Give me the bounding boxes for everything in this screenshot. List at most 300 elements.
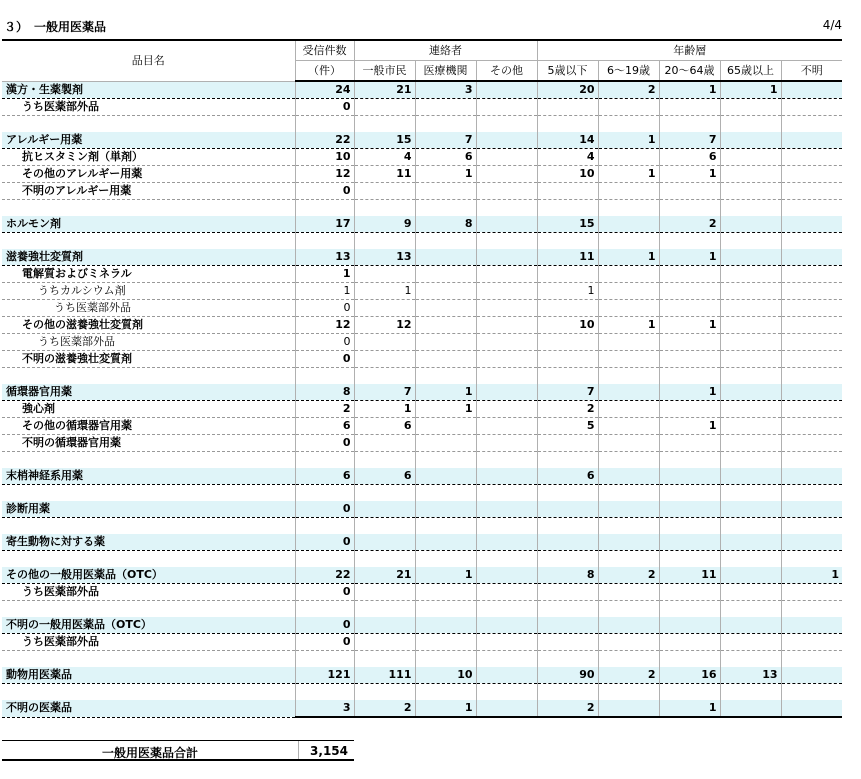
row-value (598, 368, 659, 385)
row-value: 12 (354, 317, 415, 334)
table-row (2, 567, 842, 584)
row-value (781, 249, 842, 266)
row-value (415, 249, 476, 266)
row-value: 1 (354, 401, 415, 418)
row-value (598, 634, 659, 651)
row-value (476, 317, 537, 334)
row-value: 7 (415, 132, 476, 149)
row-value (598, 149, 659, 166)
row-value (598, 452, 659, 469)
row-value (659, 551, 720, 568)
row-value: 10 (537, 166, 598, 183)
row-value (598, 384, 659, 401)
row-value (354, 501, 415, 518)
row-value (720, 468, 781, 485)
row-value (659, 351, 720, 368)
row-value (415, 651, 476, 668)
table-row (2, 700, 842, 717)
row-label: 不明の医薬品 (2, 700, 295, 717)
row-value (781, 317, 842, 334)
row-value (659, 684, 720, 701)
row-value (659, 116, 720, 133)
spacer-row (2, 116, 842, 133)
contact-header-other: その他 (476, 61, 537, 82)
row-label: うち医薬部外品 (2, 300, 295, 317)
row-value: 15 (537, 216, 598, 233)
row-value: 90 (537, 667, 598, 684)
row-label: 電解質およびミネラル (2, 266, 295, 283)
row-value (476, 266, 537, 283)
row-value: 0 (295, 634, 354, 651)
row-value (781, 684, 842, 701)
row-value (720, 300, 781, 317)
row-value (659, 368, 720, 385)
row-value (781, 601, 842, 618)
row-value (537, 485, 598, 502)
row-value (354, 452, 415, 469)
row-value: 1 (659, 384, 720, 401)
row-value: 8 (295, 384, 354, 401)
row-value (598, 617, 659, 634)
spacer-row (2, 551, 842, 568)
row-value: 1 (354, 283, 415, 300)
row-value (354, 485, 415, 502)
row-label: 末梢神経系用薬 (2, 468, 295, 485)
row-value (354, 651, 415, 668)
row-value (781, 651, 842, 668)
row-value (781, 584, 842, 601)
table-row (2, 384, 842, 401)
row-value (659, 300, 720, 317)
row-value (720, 567, 781, 584)
row-value (537, 99, 598, 116)
row-value (415, 418, 476, 435)
row-value (476, 334, 537, 351)
row-value: 2 (598, 567, 659, 584)
row-value: 6 (354, 468, 415, 485)
row-value (659, 99, 720, 116)
row-value (415, 317, 476, 334)
row-value: 1 (415, 166, 476, 183)
row-value: 20 (537, 81, 598, 99)
row-value (720, 584, 781, 601)
row-value (781, 468, 842, 485)
row-value (476, 300, 537, 317)
count-header: 受信件数 (295, 40, 354, 61)
row-label (2, 601, 295, 618)
row-value (720, 283, 781, 300)
row-value: 0 (295, 334, 354, 351)
row-value (476, 534, 537, 551)
row-value (781, 452, 842, 469)
row-value (415, 183, 476, 200)
row-value (720, 233, 781, 250)
row-value (415, 334, 476, 351)
row-value (476, 401, 537, 418)
row-value: 22 (295, 132, 354, 149)
row-value: 1 (659, 317, 720, 334)
row-value (537, 601, 598, 618)
row-value (720, 534, 781, 551)
row-label (2, 518, 295, 535)
row-value: 2 (354, 700, 415, 717)
row-value (354, 200, 415, 217)
row-value (781, 518, 842, 535)
row-value (781, 401, 842, 418)
row-value: 16 (659, 667, 720, 684)
table-row (2, 534, 842, 551)
row-value (720, 216, 781, 233)
row-value (476, 283, 537, 300)
row-value (476, 485, 537, 502)
row-value (598, 485, 659, 502)
row-label (2, 485, 295, 502)
row-value (720, 183, 781, 200)
row-value (659, 584, 720, 601)
row-label: 寄生動物に対する薬 (2, 534, 295, 551)
row-value (720, 452, 781, 469)
row-label: 漢方・生薬製剤 (2, 81, 295, 99)
row-value: 8 (537, 567, 598, 584)
row-value (659, 468, 720, 485)
row-value (598, 501, 659, 518)
row-value (537, 200, 598, 217)
row-value (537, 651, 598, 668)
row-value: 1 (537, 283, 598, 300)
row-value (598, 99, 659, 116)
row-value: 1 (659, 81, 720, 99)
row-value (476, 700, 537, 717)
age-header-65plus: 65歳以上 (720, 61, 781, 82)
row-value: 6 (537, 468, 598, 485)
row-value (415, 518, 476, 535)
row-value (781, 81, 842, 99)
row-value (476, 149, 537, 166)
row-value: 0 (295, 351, 354, 368)
table-row (2, 149, 842, 166)
row-value (476, 651, 537, 668)
table-row (2, 468, 842, 485)
row-value (598, 684, 659, 701)
row-value (295, 233, 354, 250)
row-value (476, 468, 537, 485)
table-row (2, 99, 842, 116)
row-value (781, 384, 842, 401)
row-value: 2 (537, 700, 598, 717)
row-value (659, 485, 720, 502)
row-value (598, 700, 659, 717)
row-value: 11 (354, 166, 415, 183)
row-value (476, 166, 537, 183)
row-value (598, 534, 659, 551)
table-row (2, 216, 842, 233)
row-value: 7 (659, 132, 720, 149)
row-value (781, 216, 842, 233)
row-value (476, 233, 537, 250)
row-value (354, 116, 415, 133)
row-value (415, 468, 476, 485)
row-label: うち医薬部外品 (2, 334, 295, 351)
spacer-row (2, 601, 842, 618)
row-value: 6 (659, 149, 720, 166)
row-value: 1 (659, 700, 720, 717)
spacer-row (2, 684, 842, 701)
row-value (537, 534, 598, 551)
row-value (537, 518, 598, 535)
row-label: うち医薬部外品 (2, 634, 295, 651)
row-value: 21 (354, 567, 415, 584)
row-value (354, 368, 415, 385)
row-value: 0 (295, 534, 354, 551)
spacer-row (2, 368, 842, 385)
row-label: うち医薬部外品 (2, 584, 295, 601)
row-label (2, 551, 295, 568)
table-row (2, 667, 842, 684)
otc-drug-table (2, 39, 842, 718)
section-title: ３） 一般用医薬品 (4, 20, 107, 34)
row-value: 10 (537, 317, 598, 334)
contact-header-medical: 医療機関 (415, 61, 476, 82)
row-value (537, 351, 598, 368)
row-value (537, 183, 598, 200)
row-value (476, 584, 537, 601)
table-row (2, 334, 842, 351)
row-value: 4 (537, 149, 598, 166)
row-value (598, 651, 659, 668)
spacer-row (2, 485, 842, 502)
row-value (415, 200, 476, 217)
row-value: 24 (295, 81, 354, 99)
row-label: 不明の循環器官用薬 (2, 435, 295, 452)
row-label (2, 233, 295, 250)
row-value: 1 (781, 567, 842, 584)
row-value: 1 (659, 418, 720, 435)
row-value: 1 (659, 249, 720, 266)
row-value: 0 (295, 617, 354, 634)
row-value (659, 452, 720, 469)
row-value (598, 334, 659, 351)
row-label: 不明の一般用医薬品（OTC） (2, 617, 295, 634)
row-value (415, 501, 476, 518)
row-value (476, 216, 537, 233)
row-value (720, 435, 781, 452)
row-label: アレルギー用薬 (2, 132, 295, 149)
row-value: 7 (354, 384, 415, 401)
row-value (476, 368, 537, 385)
row-value (781, 266, 842, 283)
row-value (415, 99, 476, 116)
row-label (2, 651, 295, 668)
row-value (295, 452, 354, 469)
row-value: 0 (295, 501, 354, 518)
row-value (720, 401, 781, 418)
row-value (537, 501, 598, 518)
table-row (2, 351, 842, 368)
row-value (720, 518, 781, 535)
count-unit-header: （件） (295, 61, 354, 82)
row-value (354, 584, 415, 601)
row-value: 0 (295, 300, 354, 317)
row-value (415, 435, 476, 452)
row-value (659, 334, 720, 351)
row-value (295, 684, 354, 701)
row-value (659, 200, 720, 217)
row-value (476, 249, 537, 266)
row-value (354, 99, 415, 116)
row-value: 12 (295, 317, 354, 334)
row-value (354, 334, 415, 351)
row-value (354, 601, 415, 618)
row-value (598, 435, 659, 452)
row-value (354, 351, 415, 368)
row-value (781, 551, 842, 568)
row-value: 2 (598, 667, 659, 684)
row-value (476, 116, 537, 133)
row-value (781, 368, 842, 385)
row-value (598, 601, 659, 618)
table-row (2, 249, 842, 266)
row-value: 2 (598, 81, 659, 99)
row-value (720, 700, 781, 717)
row-label: ホルモン剤 (2, 216, 295, 233)
row-value (781, 166, 842, 183)
row-value (415, 351, 476, 368)
row-label: 不明の滋養強壮変質剤 (2, 351, 295, 368)
row-value (295, 485, 354, 502)
row-value: 5 (537, 418, 598, 435)
row-value (354, 266, 415, 283)
row-value (598, 518, 659, 535)
row-value (476, 634, 537, 651)
row-value (720, 485, 781, 502)
row-value (415, 116, 476, 133)
row-value (354, 183, 415, 200)
table-row (2, 166, 842, 183)
row-value (720, 501, 781, 518)
row-value (415, 368, 476, 385)
age-header-unknown: 不明 (781, 61, 842, 82)
row-value (720, 132, 781, 149)
row-value (659, 634, 720, 651)
row-label: その他のアレルギー用薬 (2, 166, 295, 183)
row-value (598, 116, 659, 133)
row-value (537, 233, 598, 250)
row-value: 0 (295, 584, 354, 601)
row-value (720, 634, 781, 651)
row-value (476, 183, 537, 200)
row-value: 1 (720, 81, 781, 99)
row-value (354, 634, 415, 651)
row-value (598, 418, 659, 435)
row-value (476, 501, 537, 518)
row-value (781, 435, 842, 452)
row-value: 1 (415, 401, 476, 418)
row-value (537, 634, 598, 651)
row-value: 2 (659, 216, 720, 233)
row-value (720, 116, 781, 133)
row-value (598, 183, 659, 200)
row-label: 抗ヒスタミン剤（単剤） (2, 149, 295, 166)
row-label: 不明のアレルギー用薬 (2, 183, 295, 200)
row-label (2, 200, 295, 217)
row-value (415, 617, 476, 634)
row-value (720, 200, 781, 217)
row-value: 1 (295, 266, 354, 283)
row-value (476, 567, 537, 584)
row-value (415, 266, 476, 283)
row-label: 滋養強壮変質剤 (2, 249, 295, 266)
row-value (476, 667, 537, 684)
row-value (720, 418, 781, 435)
row-value: 3 (295, 700, 354, 717)
row-value (720, 166, 781, 183)
row-value (781, 233, 842, 250)
row-value (295, 116, 354, 133)
row-value (781, 501, 842, 518)
table-row (2, 634, 842, 651)
row-label: うちカルシウム剤 (2, 283, 295, 300)
row-value: 11 (659, 567, 720, 584)
row-value (476, 418, 537, 435)
row-value (354, 300, 415, 317)
row-value: 3 (415, 81, 476, 99)
row-value (781, 300, 842, 317)
row-value (598, 283, 659, 300)
row-value (537, 116, 598, 133)
row-value: 21 (354, 81, 415, 99)
table-body (2, 81, 842, 717)
row-value (781, 418, 842, 435)
total-value: 3,154 (310, 744, 348, 758)
row-value: 10 (415, 667, 476, 684)
row-value: 22 (295, 567, 354, 584)
row-value (781, 132, 842, 149)
row-value (781, 200, 842, 217)
row-value (354, 435, 415, 452)
row-value (415, 283, 476, 300)
row-value (659, 435, 720, 452)
row-value: 1 (598, 132, 659, 149)
row-value (295, 368, 354, 385)
row-value: 6 (415, 149, 476, 166)
row-value (476, 684, 537, 701)
row-value (295, 200, 354, 217)
row-value: 13 (720, 667, 781, 684)
row-value (720, 149, 781, 166)
spacer-row (2, 233, 842, 250)
age-group-header: 年齢層 (537, 40, 842, 61)
item-name-header: 品目名 (2, 40, 295, 81)
row-value (476, 351, 537, 368)
row-label: 診断用薬 (2, 501, 295, 518)
table-row (2, 584, 842, 601)
row-value: 121 (295, 667, 354, 684)
row-value: 1 (598, 317, 659, 334)
row-value (781, 283, 842, 300)
row-label: 強心剤 (2, 401, 295, 418)
row-value (781, 99, 842, 116)
row-value (720, 617, 781, 634)
row-value: 14 (537, 132, 598, 149)
table-row (2, 501, 842, 518)
row-value (720, 684, 781, 701)
row-value: 9 (354, 216, 415, 233)
row-value: 6 (295, 418, 354, 435)
row-value: 10 (295, 149, 354, 166)
row-value (415, 551, 476, 568)
row-label (2, 368, 295, 385)
row-value: 17 (295, 216, 354, 233)
